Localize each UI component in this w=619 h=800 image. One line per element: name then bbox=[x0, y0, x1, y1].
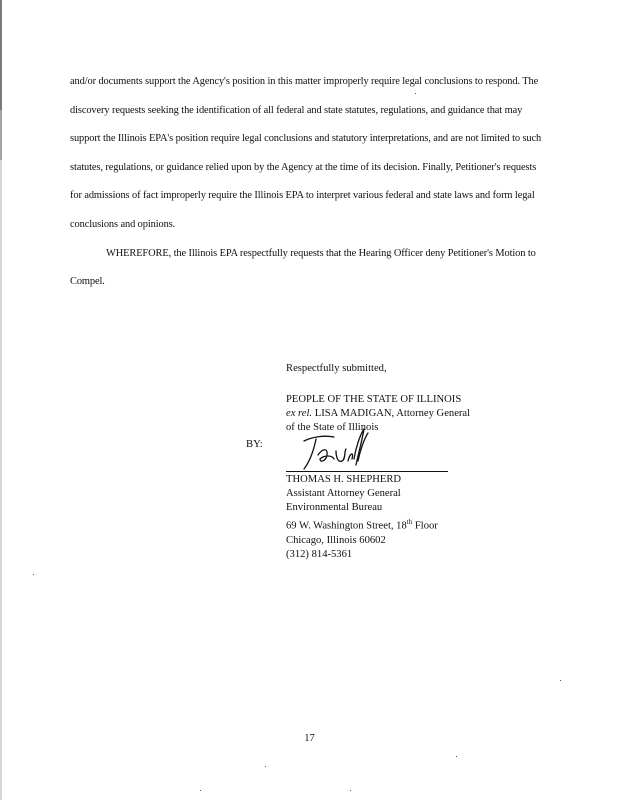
party-line-2 bbox=[286, 407, 586, 421]
scan-speck bbox=[265, 766, 266, 767]
address-line-2: Chicago, Illinois 60602 bbox=[286, 534, 386, 546]
scan-speck bbox=[456, 756, 457, 757]
address-line-1 bbox=[286, 515, 586, 534]
scan-speck bbox=[560, 680, 561, 681]
phone-number: (312) 814-5361 bbox=[286, 548, 353, 560]
party-line-2-rest: LISA MADIGAN, Attorney General bbox=[312, 408, 471, 419]
address-floor-suffix: th bbox=[406, 518, 413, 526]
scan-speck bbox=[33, 574, 34, 575]
signature-line bbox=[286, 471, 448, 472]
party-line-3: of the State of Illinois bbox=[286, 422, 379, 433]
signature-block bbox=[246, 362, 586, 562]
signature-row bbox=[246, 437, 586, 471]
by-label: BY: bbox=[246, 439, 263, 450]
party-line-1: PEOPLE OF THE STATE OF ILLINOIS bbox=[286, 394, 462, 405]
scan-speck bbox=[350, 790, 351, 791]
bureau: Environmental Bureau bbox=[286, 502, 383, 513]
address-floor: Floor bbox=[412, 520, 438, 532]
handwritten-signature-icon bbox=[294, 425, 374, 473]
scan-edge bbox=[0, 0, 2, 800]
signer-name: THOMAS H. SHEPHERD bbox=[286, 474, 402, 485]
closing-line: Respectfully submitted, bbox=[286, 363, 387, 374]
wherefore-paragraph: WHEREFORE, the Illinois EPA respectfully requests that the Hearing Officer deny Petitioner's Motion to Compel. bbox=[70, 247, 536, 288]
page-number: 17 bbox=[304, 733, 315, 744]
scan-speck bbox=[415, 93, 416, 94]
body-paragraph: and/or documents support the Agency's position in this matter improperly require legal conclusions to respond. The discovery requests seeking the identification of all federal and state statutes, regulations, and guidance that may support the Illinois EPA's position require legal conclusions and statutory interpretations, and are not limited to such statutes, regulations, or guidance relied upon by the Agency at the time of its decision. Finally, Petitioner's requests for admissions of fact improperly require the Illinois EPA to interpret various federal and state laws and form legal conclusions and opinions. bbox=[70, 76, 542, 230]
address-street: 69 W. Washington Street, 18 bbox=[286, 520, 407, 532]
scan-speck bbox=[200, 790, 201, 791]
signer-title: Assistant Attorney General bbox=[286, 488, 401, 499]
document-body bbox=[70, 68, 550, 297]
ex-rel-italic: ex rel. bbox=[286, 408, 313, 419]
signer-details bbox=[286, 473, 586, 562]
